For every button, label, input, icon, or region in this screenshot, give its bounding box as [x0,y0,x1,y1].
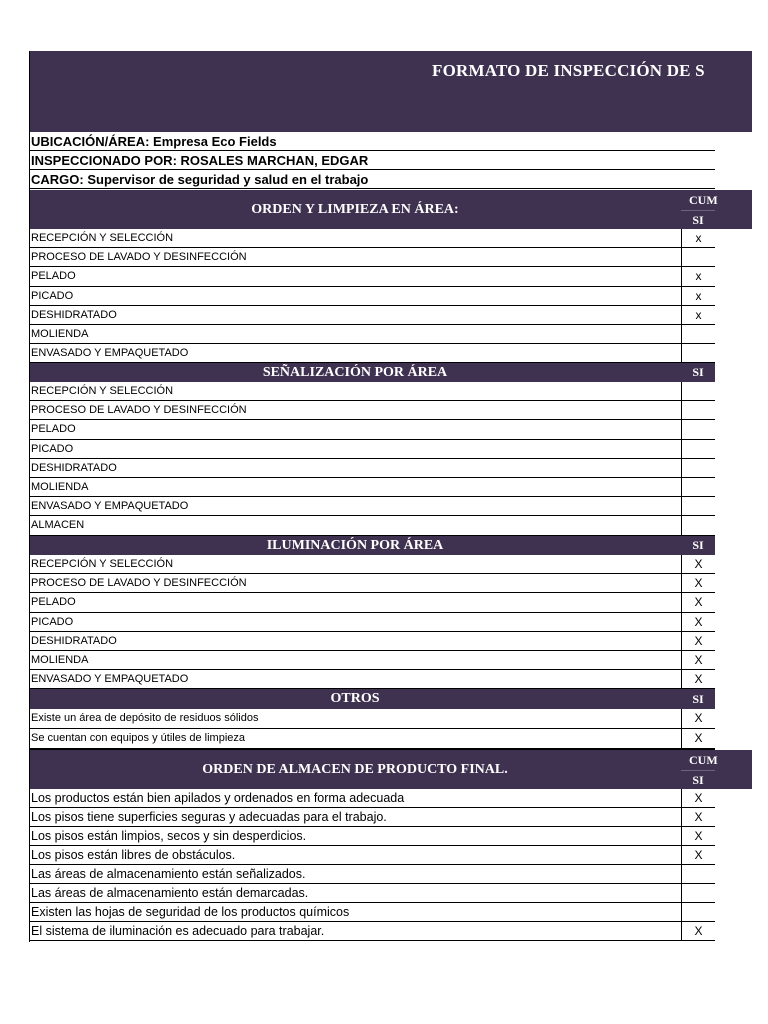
yes-mark-cell[interactable] [681,478,715,496]
yes-mark-cell[interactable]: x [681,267,715,285]
row-label: PELADO [31,423,76,436]
yes-mark-cell[interactable] [681,382,715,400]
table-row [29,808,715,827]
table-row [29,729,715,749]
table-row [29,306,715,325]
table-row [29,593,715,612]
yes-mark-cell[interactable]: X [681,613,715,631]
table-row [29,382,715,401]
yes-mark-cell[interactable]: X [681,808,715,826]
yes-mark-cell[interactable] [681,325,715,343]
yes-mark-cell[interactable] [681,865,715,883]
row-label: DESHIDRATADO [31,461,117,474]
yes-mark-cell[interactable] [681,459,715,477]
table-left-border [29,51,30,942]
section-ilum-title: ILUMINACIÓN POR ÁREA [29,536,681,555]
location-field: UBICACIÓN/ÁREA: Empresa Eco Fields [29,132,715,151]
yes-mark-cell[interactable]: X [681,593,715,611]
header-fill [715,770,752,789]
row-label: RECEPCIÓN Y SELECCIÓN [31,558,174,570]
table-row [29,789,715,808]
row-label: Las áreas de almacenamiento están demarcadas. [31,886,309,900]
yes-mark-cell[interactable]: X [681,670,715,688]
table-row [29,555,715,574]
table-row [29,632,715,651]
yes-column-header: SI [681,210,715,229]
row-label: PROCESO DE LAVADO Y DESINFECCIÓN [31,251,247,264]
yes-mark-cell[interactable]: X [681,555,715,573]
yes-column-header: SI [681,363,715,382]
section-almacen-title: ORDEN DE ALMACEN DE PRODUCTO FINAL. [29,750,681,789]
yes-mark-cell[interactable]: X [681,651,715,669]
table-row [29,420,715,439]
table-row [29,516,715,535]
row-label: Las áreas de almacenamiento están señalizados. [31,867,306,881]
section-senal-title: SEÑALIZACIÓN POR ÁREA [29,363,681,382]
row-label: PELADO [31,596,76,609]
row-label: ENVASADO Y EMPAQUETADO [31,673,189,686]
form-title: FORMATO DE INSPECCIÓN DE S [432,61,705,80]
table-row [29,709,715,729]
table-row [29,440,715,459]
row-label: ALMACEN [31,519,85,532]
table-row [29,903,715,922]
row-label: PICADO [31,289,74,302]
table-row [29,325,715,344]
table-row [29,267,715,286]
row-label: ENVASADO Y EMPAQUETADO [31,500,189,513]
compliance-header: CUM [681,750,752,770]
row-label: PICADO [31,442,74,455]
yes-mark-cell[interactable]: x [681,306,715,324]
yes-column-header: SI [681,536,715,555]
yes-mark-cell[interactable] [681,420,715,438]
row-label: MOLIENDA [31,481,89,493]
yes-column-header: SI [681,770,715,789]
yes-mark-cell[interactable]: X [681,574,715,592]
table-row [29,401,715,420]
row-label: ENVASADO Y EMPAQUETADO [31,347,189,360]
form-header [29,51,752,132]
yes-mark-cell[interactable]: X [681,789,715,807]
position-field: CARGO: Supervisor de seguridad y salud en el trabajo [29,170,715,189]
table-row [29,478,715,497]
row-label: Los productos están bien apilados y ordenados en forma adecuada [31,791,405,805]
yes-mark-cell[interactable]: x [681,229,715,247]
yes-mark-cell[interactable] [681,497,715,515]
table-row [29,497,715,516]
row-label: Se cuentan con equipos y útiles de limpieza [31,732,246,744]
yes-mark-cell[interactable] [681,401,715,419]
row-label: Los pisos están libres de obstáculos. [31,848,236,862]
row-label: PROCESO DE LAVADO Y DESINFECCIÓN [31,577,247,590]
row-label: DESHIDRATADO [31,308,117,321]
table-row [29,287,715,306]
yes-mark-cell[interactable]: X [681,846,715,864]
yes-mark-cell[interactable]: X [681,709,715,728]
yes-mark-cell[interactable] [681,884,715,902]
row-label: Existen las hojas de seguridad de los productos químicos [31,905,350,919]
table-row [29,574,715,593]
yes-column-header: SI [681,689,715,709]
table-row [29,229,715,248]
row-label: MOLIENDA [31,328,89,340]
row-label: Los pisos tiene superficies seguras y adecuadas para el trabajo. [31,810,387,824]
table-row [29,884,715,903]
table-row [29,459,715,478]
yes-mark-cell[interactable] [681,248,715,266]
table-row [29,651,715,670]
row-label: El sistema de iluminación es adecuado para trabajar. [31,924,325,938]
table-row [29,670,715,689]
yes-mark-cell[interactable] [681,903,715,921]
row-label: Los pisos están limpios, secos y sin desperdicios. [31,829,307,843]
row-label: Existe un área de depósito de residuos sólidos [31,712,259,724]
header-fill [715,210,752,229]
table-row [29,248,715,267]
yes-mark-cell[interactable]: X [681,922,715,940]
table-row [29,846,715,865]
yes-mark-cell[interactable]: X [681,729,715,748]
compliance-header: CUM [681,190,752,210]
yes-mark-cell[interactable]: X [681,632,715,650]
table-row [29,922,715,941]
row-label: RECEPCIÓN Y SELECCIÓN [31,232,174,244]
inspector-field: INSPECCIONADO POR: ROSALES MARCHAN, EDGAR [29,151,715,170]
row-label: DESHIDRATADO [31,634,117,647]
yes-mark-cell[interactable]: X [681,827,715,845]
table-row [29,827,715,846]
row-label: PELADO [31,270,76,283]
row-label: MOLIENDA [31,654,89,666]
yes-mark-cell[interactable]: x [681,287,715,305]
section-otros-title: OTROS [29,689,681,709]
yes-mark-cell[interactable] [681,516,715,534]
section-orden-title: ORDEN Y LIMPIEZA EN ÁREA: [29,190,681,229]
yes-mark-cell[interactable] [681,344,715,362]
row-label: PICADO [31,615,74,628]
table-row [29,865,715,884]
yes-mark-cell[interactable] [681,440,715,458]
table-row [29,613,715,632]
row-label: PROCESO DE LAVADO Y DESINFECCIÓN [31,404,247,417]
table-row [29,344,715,363]
row-label: RECEPCIÓN Y SELECCIÓN [31,385,174,397]
